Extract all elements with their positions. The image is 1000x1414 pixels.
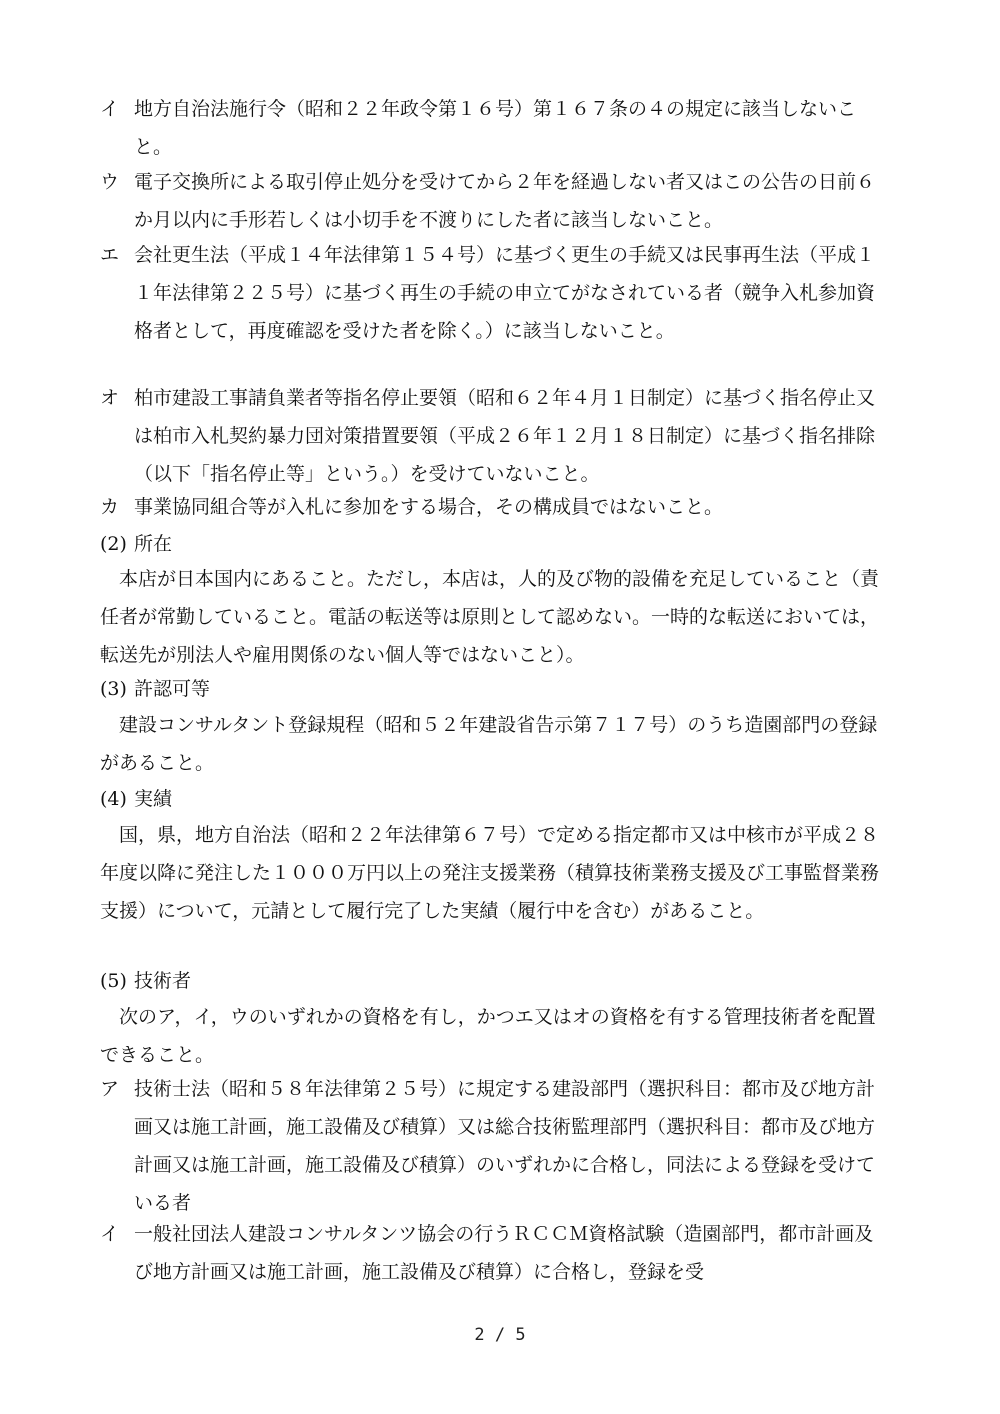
list-item <box>100 1215 880 1291</box>
item-marker: ア <box>100 1078 120 1100</box>
item-text: 一般社団法人建設コンサルタンツ協会の行うＲＣＣＭ資格試験（造園部門，都市計画及び地方計画又は施工計画，施工設備及び積算）に合格し，登録を受 <box>134 1223 874 1283</box>
section-heading <box>100 670 880 708</box>
list-item <box>100 90 880 166</box>
section-number: (5) <box>100 970 127 992</box>
item-text: 事業協同組合等が入札に参加をする場合，その構成員ではないこと。 <box>134 496 724 518</box>
item-text: 柏市建設工事請負業者等指名停止要領（昭和６２年４月１日制定）に基づく指名停止又は柏市入札契約暴力団対策措置要領（平成２６年１２月１８日制定）に基づく指名排除（以下「指名停止等」という。）を受けていないこと。 <box>134 387 876 485</box>
list-item <box>100 163 880 239</box>
list-item <box>100 379 880 493</box>
section-title: 実績 <box>134 788 173 810</box>
section-title: 許認可等 <box>134 678 211 700</box>
item-marker: カ <box>100 496 120 518</box>
item-marker: オ <box>100 387 120 409</box>
section-title: 技術者 <box>134 970 192 992</box>
section-number: (2) <box>100 533 127 555</box>
section-number: (4) <box>100 788 127 810</box>
item-text: 会社更生法（平成１４年法律第１５４号）に基づく更生の手続又は民事再生法（平成１１年法律第２２５号）に基づく再生の手続の申立てがなされている者（競争入札参加資格者として，再度確認を受けた者を除く。）に該当しないこと。 <box>134 244 876 342</box>
list-item <box>100 1070 880 1222</box>
section-heading <box>100 780 880 818</box>
item-marker: イ <box>100 98 120 120</box>
item-marker: ウ <box>100 171 120 193</box>
page-number: 2 / 5 <box>474 1325 526 1345</box>
item-marker: エ <box>100 244 120 266</box>
list-item <box>100 488 880 526</box>
section-title: 所在 <box>134 533 173 555</box>
section-number: (3) <box>100 678 127 700</box>
section-heading <box>100 525 880 563</box>
list-item <box>100 236 880 350</box>
section-heading <box>100 962 880 1000</box>
section-body: 国，県，地方自治法（昭和２２年法律第６７号）で定める指定都市又は中核市が平成２８年度以降に発注した１０００万円以上の発注支援業務（積算技術業務支援及び工事監督業務支援）について，元請として履行完了した実績（履行中を含む）があること。 <box>100 824 880 922</box>
item-text: 地方自治法施行令（昭和２２年政令第１６号）第１６７条の４の規定に該当しないこと。 <box>134 98 857 158</box>
item-marker: イ <box>100 1223 120 1245</box>
section-body: 次のア，イ，ウのいずれかの資格を有し，かつエ又はオの資格を有する管理技術者を配置できること。 <box>100 1006 876 1066</box>
item-text: 電子交換所による取引停止処分を受けてから２年を経過しない者又はこの公告の日前６か月以内に手形若しくは小切手を不渡りにした者に該当しないこと。 <box>134 171 876 231</box>
section-body: 建設コンサルタント登録規程（昭和５２年建設省告示第７１７号）のうち造園部門の登録があること。 <box>100 714 878 774</box>
item-text: 技術士法（昭和５８年法律第２５号）に規定する建設部門（選択科目：都市及び地方計画又は施工計画，施工設備及び積算）又は総合技術監理部門（選択科目：都市及び地方計画又は施工計画，施工設備及び積算）のいずれかに合格し，同法による登録を受けている者 <box>134 1078 876 1214</box>
section-body: 本店が日本国内にあること。ただし，本店は，人的及び物的設備を充足していること（責任者が常勤していること。電話の転送等は原則として認めない。一時的な転送においては，転送先が別法人や雇用関係のない個人等ではないこと）。 <box>100 568 880 666</box>
